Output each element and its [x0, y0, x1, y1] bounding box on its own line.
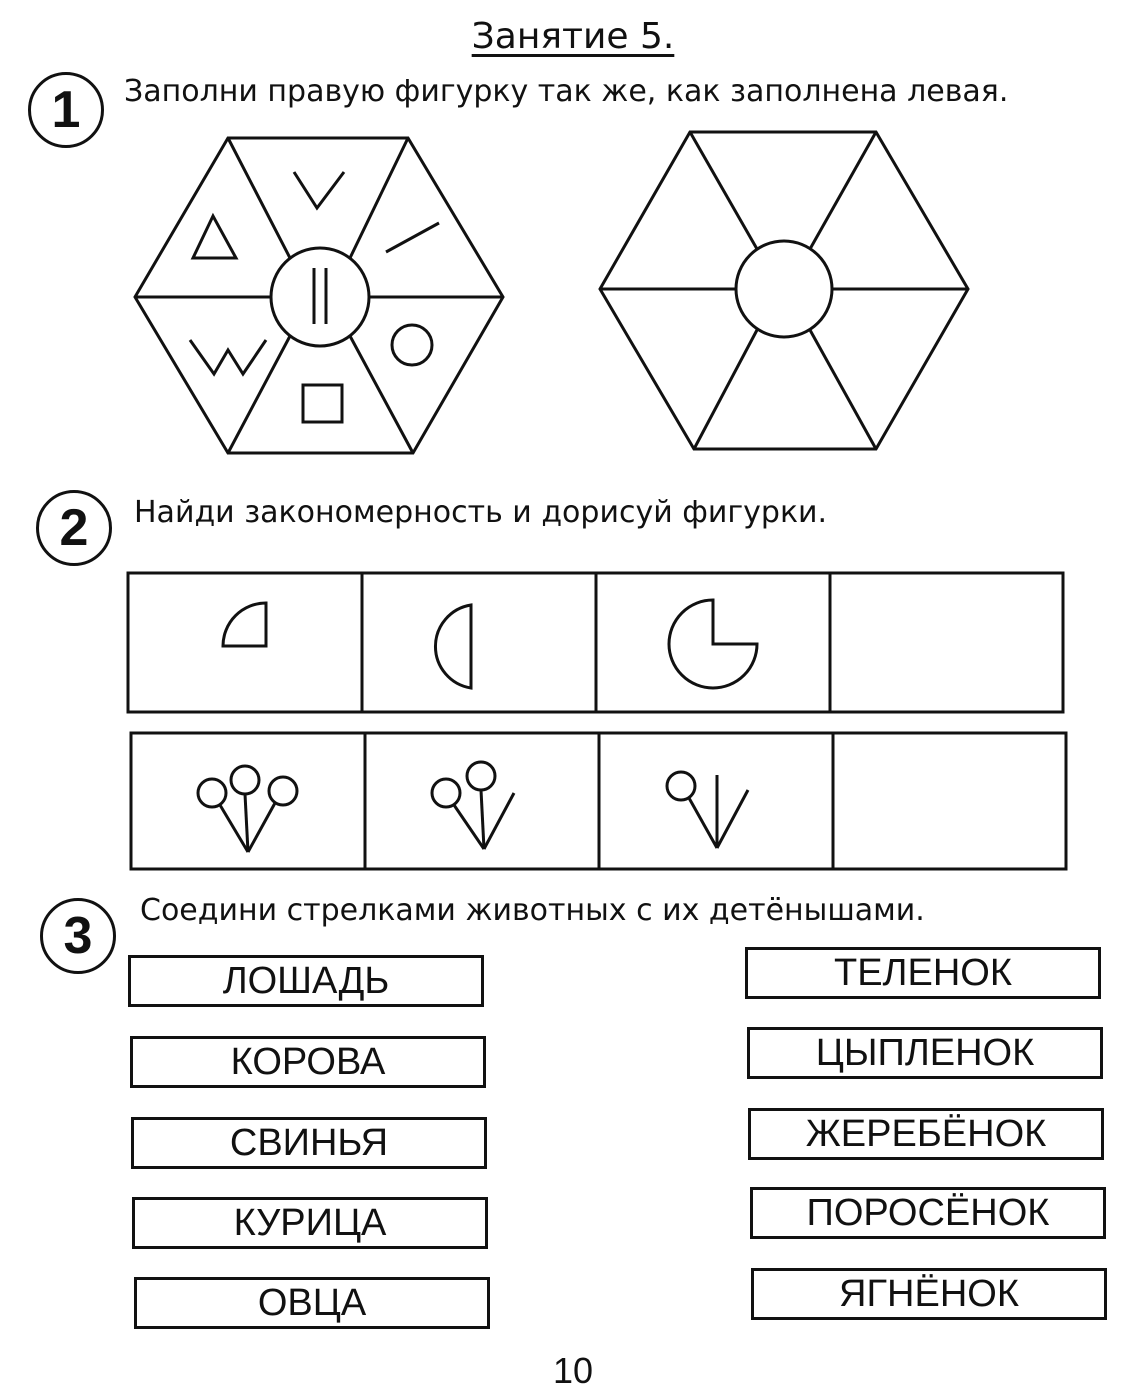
balloon-shape [231, 766, 259, 794]
balloon-string [717, 790, 748, 848]
balloon-string [481, 790, 484, 849]
lesson-title: Занятие 5. [471, 16, 675, 57]
baby-box-foal[interactable]: ЖЕРЕБЁНОК [748, 1108, 1104, 1160]
task-3-instruction: Соедини стрелками животных с их детёнышами. [140, 893, 925, 928]
task-2-instruction: Найди закономерность и дорисуй фигурки. [134, 495, 828, 530]
balloon-string [245, 794, 248, 852]
balloon-shape [667, 772, 695, 800]
balloon-shape [432, 779, 460, 807]
task-3-number: 3 [40, 898, 116, 974]
baby-box-lamb[interactable]: ЯГНЁНОК [751, 1268, 1107, 1320]
balloon-shape [269, 777, 297, 805]
animal-box-sheep[interactable]: ОВЦА [134, 1277, 490, 1329]
balloon-string [484, 793, 514, 849]
animal-box-horse[interactable]: ЛОШАДЬ [128, 955, 484, 1007]
balloon-shape [198, 779, 226, 807]
baby-box-piglet[interactable]: ПОРОСЁНОК [750, 1187, 1106, 1239]
balloon-string [689, 798, 717, 848]
animal-box-pig[interactable]: СВИНЬЯ [131, 1117, 487, 1169]
animal-box-hen[interactable]: КУРИЦА [132, 1197, 488, 1249]
baby-box-chick[interactable]: ЦЫПЛЕНОК [747, 1027, 1103, 1079]
balloon-shape [467, 762, 495, 790]
task-1-number: 1 [28, 72, 104, 148]
task-1-instruction: Заполни правую фигурку так же, как заполнена левая. [124, 74, 1009, 109]
task-2-number: 2 [36, 490, 112, 566]
balloon-string [454, 805, 484, 849]
baby-box-calf[interactable]: ТЕЛЕНОК [745, 947, 1101, 999]
balloon-string [248, 803, 275, 852]
animal-box-cow[interactable]: КОРОВА [130, 1036, 486, 1088]
page-number: 10 [552, 1350, 594, 1391]
balloon-string [220, 805, 248, 852]
